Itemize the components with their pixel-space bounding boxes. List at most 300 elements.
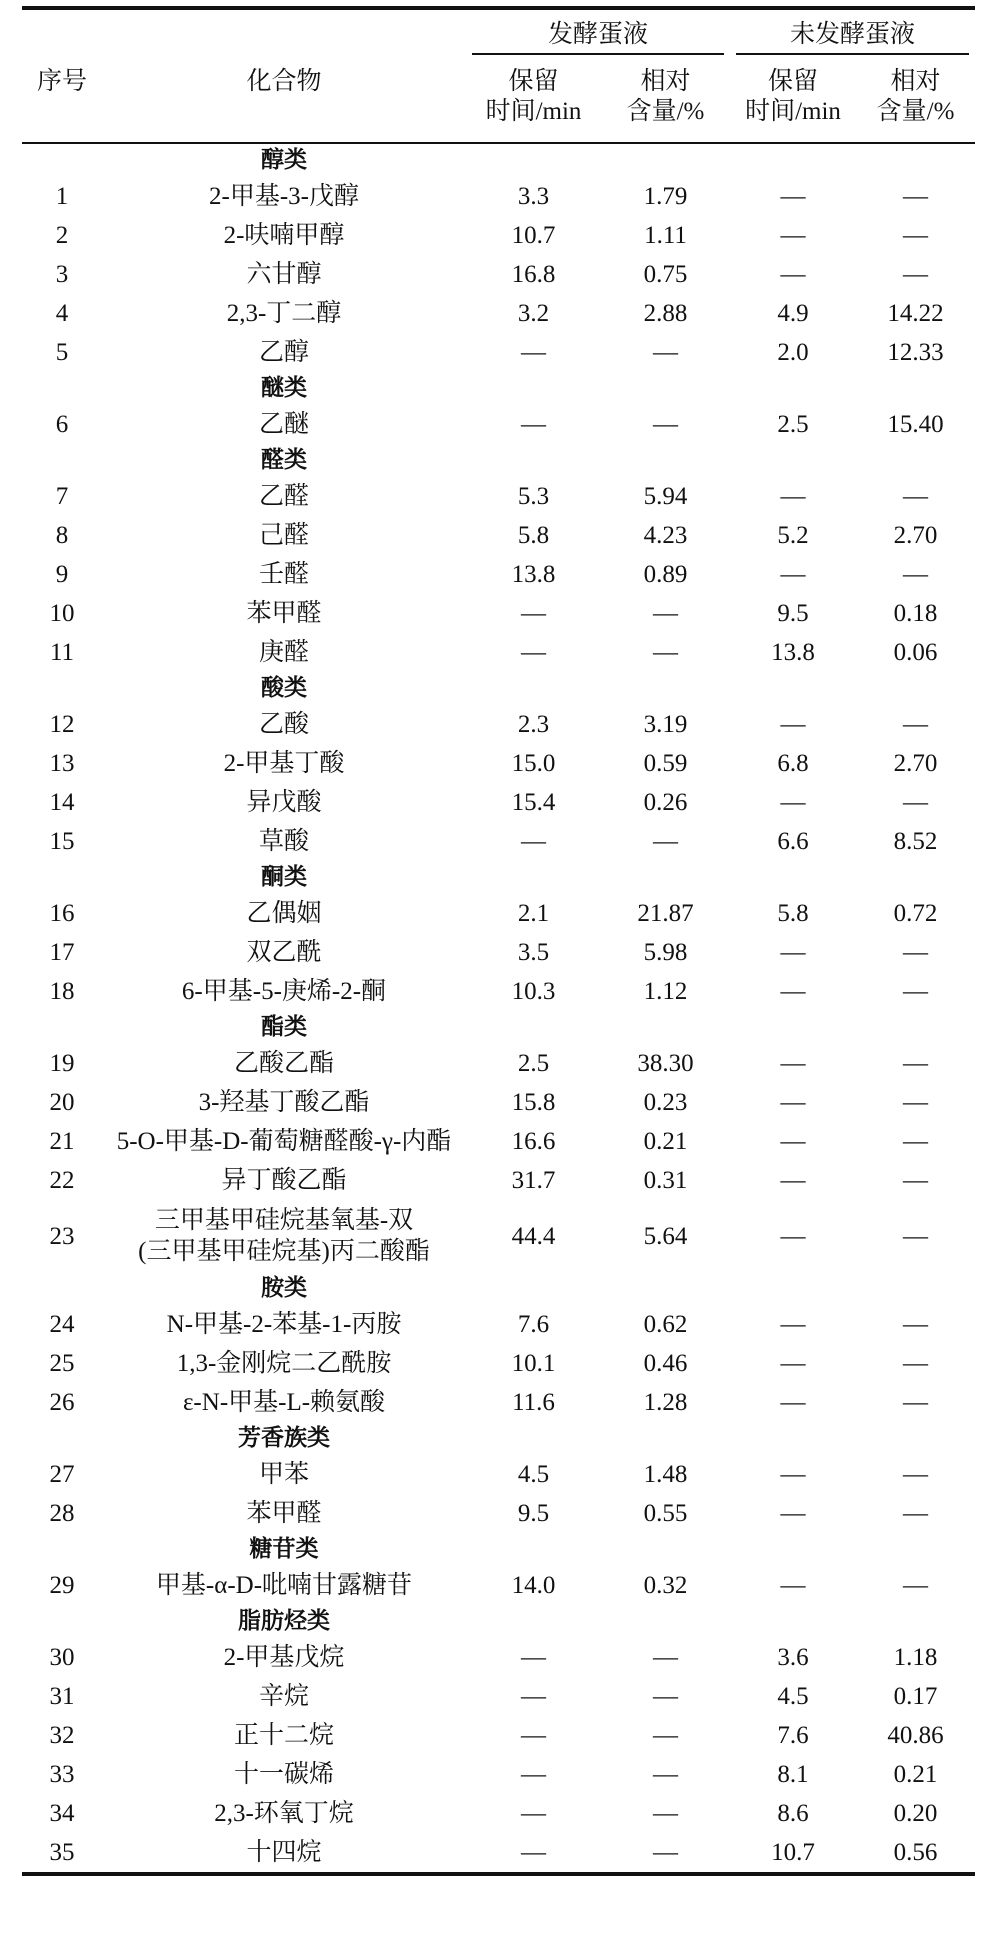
cell-rc-unfermented: 0.56	[856, 1833, 975, 1874]
cell-compound: 3-羟基丁酸乙酯	[198, 1088, 370, 1116]
cell-no: 19	[49, 1050, 75, 1077]
cell-rc-fermented: —	[653, 1761, 678, 1788]
cell-rt-fermented: 15.0	[511, 750, 556, 777]
cell-no: 3	[55, 261, 69, 288]
category-spacer	[466, 1533, 975, 1566]
category-spacer	[466, 444, 975, 477]
cell-rt-unfermented: —	[780, 1167, 806, 1194]
table-row	[22, 822, 975, 861]
cell-compound: 2-甲基丁酸	[223, 749, 345, 777]
cell-rt-fermented: —	[521, 1683, 546, 1710]
cell-rc-unfermented: —	[903, 978, 929, 1005]
cell-no: 10	[49, 600, 75, 627]
cell-rt-fermented: 31.7	[511, 1167, 556, 1194]
cell-compound: 2,3-环氧丁烷	[214, 1799, 354, 1827]
cell-rt-fermented: 3.3	[517, 183, 550, 210]
cell-no: 6	[55, 411, 69, 438]
cell-rc-unfermented: —	[903, 261, 929, 288]
category-row	[22, 861, 975, 894]
category-row	[22, 672, 975, 705]
cell-rt-fermented: 3.5	[517, 939, 550, 966]
header-group-unfermented	[730, 8, 975, 56]
category-spacer	[466, 1011, 975, 1044]
cell-rc-unfermented: 14.22	[887, 300, 944, 327]
cell-no: 4	[55, 300, 69, 327]
category-spacer	[22, 372, 102, 405]
rt-line2: 时间/min	[485, 98, 582, 125]
cell-no: 25	[49, 1350, 75, 1377]
cell-rt-unfermented: —	[780, 1572, 806, 1599]
table-header	[22, 8, 975, 143]
cell-no: 22	[49, 1167, 75, 1194]
cell-rt-unfermented: 5.8	[777, 900, 809, 927]
table-row	[22, 1716, 975, 1755]
rt-line1: 保留	[508, 68, 559, 95]
table-row	[22, 333, 975, 372]
cell-rc-fermented: 0.32	[643, 1572, 688, 1599]
cell-rt-unfermented: 4.9	[777, 300, 809, 327]
cell-compound: 2,3-丁二醇	[226, 299, 342, 327]
cell-rc-unfermented: —	[903, 1500, 929, 1527]
cell-no: 16	[49, 900, 75, 927]
cell-no: 24	[49, 1311, 75, 1338]
category-spacer	[466, 672, 975, 705]
cell-rc-fermented: 0.55	[643, 1500, 688, 1527]
cell-rt-unfermented: —	[780, 1050, 806, 1077]
category-label: 醇类	[261, 147, 307, 173]
cell-no: 1	[55, 183, 69, 210]
cell-rc-fermented: 0.75	[643, 261, 688, 288]
cell-rc-unfermented: —	[903, 711, 929, 738]
table-row	[22, 1677, 975, 1716]
cell-rt-unfermented: 8.6	[777, 1800, 809, 1827]
category-spacer	[22, 672, 102, 705]
table-row	[22, 783, 975, 822]
category-spacer	[22, 143, 102, 177]
cell-rc-fermented: —	[653, 1800, 678, 1827]
category-label: 酮类	[261, 864, 307, 890]
cell-compound: 2-甲基-3-戊醇	[209, 182, 359, 210]
cell-compound: 双乙酰	[246, 938, 322, 966]
cell-rc-fermented: 0.23	[643, 1089, 688, 1116]
cell-rc-unfermented: 0.72	[893, 900, 938, 927]
cell-rt-fermented: —	[466, 1833, 601, 1874]
cell-rc-unfermented: —	[903, 183, 929, 210]
cell-rt-unfermented: 10.7	[730, 1833, 856, 1874]
table-row	[22, 705, 975, 744]
cell-rc-unfermented: 8.52	[893, 828, 938, 855]
cell-no: 28	[49, 1500, 75, 1527]
category-spacer	[466, 143, 975, 177]
cell-rc-unfermented: —	[903, 1572, 929, 1599]
cell-rt-unfermented: —	[780, 711, 806, 738]
cell-rt-fermented: 5.3	[517, 483, 550, 510]
cell-no: 7	[55, 483, 69, 510]
cell-no: 20	[49, 1089, 75, 1116]
cell-rc-fermented: —	[653, 828, 678, 855]
cell-no: 15	[49, 828, 75, 855]
table-row	[22, 1383, 975, 1422]
cell-rc-fermented: —	[653, 339, 678, 366]
cell-rt-unfermented: 8.1	[777, 1761, 809, 1788]
cell-no: 21	[49, 1128, 75, 1155]
table-row	[22, 1494, 975, 1533]
cell-no: 14	[49, 789, 75, 816]
cell-rc-unfermented: —	[903, 1389, 929, 1416]
cell-compound: 5-O-甲基-D-葡萄糖醛酸-γ-内酯	[116, 1127, 452, 1155]
table-row	[22, 894, 975, 933]
cell-rt-fermented: —	[521, 1722, 546, 1749]
cell-rt-fermented: —	[521, 1761, 546, 1788]
cell-compound: ε-N-甲基-L-赖氨酸	[182, 1388, 386, 1416]
cell-compound: 甲基-α-D-吡喃甘露糖苷	[155, 1571, 413, 1599]
cell-rc-unfermented: 0.17	[893, 1683, 938, 1710]
cell-rt-unfermented: —	[780, 1350, 806, 1377]
category-spacer	[22, 1533, 102, 1566]
cell-rt-unfermented: —	[780, 483, 806, 510]
category-label: 糖苷类	[249, 1536, 319, 1562]
cell-no: 31	[49, 1683, 75, 1710]
table-row	[22, 294, 975, 333]
table-body	[22, 143, 975, 1874]
compound-line1: 三甲基甲硅烷基氧基-双	[154, 1206, 414, 1234]
table-row	[22, 594, 975, 633]
cell-rt-unfermented: —	[780, 789, 806, 816]
cell-compound: 辛烷	[258, 1682, 309, 1710]
cell-rt-unfermented: —	[780, 939, 806, 966]
category-spacer	[22, 1422, 102, 1455]
cell-rc-fermented: 1.48	[643, 1461, 688, 1488]
table-row	[22, 1344, 975, 1383]
category-spacer	[22, 1272, 102, 1305]
cell-rt-fermented: 2.5	[517, 1050, 550, 1077]
cell-rt-unfermented: —	[780, 1128, 806, 1155]
cell-compound: 乙醇	[258, 338, 309, 366]
cell-rt-unfermented: —	[780, 1311, 806, 1338]
cell-no: 17	[49, 939, 75, 966]
category-spacer	[22, 861, 102, 894]
cell-rt-fermented: —	[521, 828, 546, 855]
cell-rt-unfermented: —	[780, 261, 806, 288]
cell-rt-fermented: 4.5	[517, 1461, 550, 1488]
cell-no: 9	[55, 561, 69, 588]
cell-rt-fermented: 13.8	[511, 561, 556, 588]
cell-rc-fermented: 5.64	[643, 1222, 688, 1250]
cell-rc-unfermented: —	[903, 1089, 929, 1116]
table-row	[22, 255, 975, 294]
header-rt-unfermented	[730, 56, 856, 143]
rc-line1: 相对	[640, 68, 691, 95]
table-row	[22, 1083, 975, 1122]
cell-rc-unfermented: —	[903, 1222, 929, 1250]
cell-rt-fermented: 14.0	[511, 1572, 556, 1599]
cell-compound: 十四烷	[102, 1833, 466, 1874]
group-fermented-label: 发酵蛋液	[472, 22, 724, 55]
header-no: 序号	[22, 8, 102, 143]
category-row	[22, 1422, 975, 1455]
cell-compound: 2-呋喃甲醇	[223, 221, 345, 249]
category-label: 脂肪烃类	[238, 1608, 330, 1634]
cell-rc-unfermented: 1.18	[893, 1644, 938, 1671]
cell-rt-fermented: 15.8	[511, 1089, 556, 1116]
cell-rt-unfermented: —	[780, 183, 806, 210]
table-row	[22, 1455, 975, 1494]
cell-no: 12	[49, 711, 75, 738]
cell-compound: 2-甲基戊烷	[223, 1643, 345, 1671]
cell-rc-fermented: 0.59	[643, 750, 688, 777]
cell-rt-fermented: 11.6	[512, 1389, 555, 1416]
cell-rc-unfermented: —	[903, 789, 929, 816]
cell-rt-unfermented: 2.5	[777, 411, 809, 438]
cell-rt-fermented: 2.3	[517, 711, 550, 738]
table-row	[22, 1305, 975, 1344]
cell-compound: 乙醚	[258, 410, 309, 438]
cell-compound: 乙醛	[258, 482, 309, 510]
cell-compound: 庚醛	[258, 638, 309, 666]
table-row	[22, 1044, 975, 1083]
cell-compound: 乙偶姻	[246, 899, 322, 927]
cell-no: 26	[49, 1389, 75, 1416]
table-row	[22, 177, 975, 216]
cell-rc-fermented: 1.28	[643, 1389, 688, 1416]
cell-rt-fermented: —	[521, 339, 546, 366]
header-compound: 化合物	[102, 8, 466, 143]
cell-compound: 异戊酸	[246, 788, 322, 816]
cell-rt-unfermented: 5.2	[777, 522, 809, 549]
cell-compound: 甲苯	[258, 1460, 309, 1488]
cell-rc-fermented: 1.12	[643, 978, 688, 1005]
cell-rc-unfermented: —	[903, 561, 929, 588]
table-row	[22, 405, 975, 444]
rc-line2: 含量/%	[876, 98, 955, 125]
category-spacer	[466, 1272, 975, 1305]
cell-rt-fermented: 2.1	[517, 900, 550, 927]
cell-no: 18	[49, 978, 75, 1005]
cell-rc-fermented: 0.46	[643, 1350, 688, 1377]
cell-rc-fermented: 21.87	[637, 900, 694, 927]
cell-rc-unfermented: —	[903, 1311, 929, 1338]
cell-rc-fermented: 0.26	[643, 789, 688, 816]
cell-rc-fermented: —	[653, 639, 678, 666]
cell-rt-unfermented: 6.8	[777, 750, 809, 777]
cell-rt-fermented: 7.6	[517, 1311, 550, 1338]
cell-rt-unfermented: —	[780, 222, 806, 249]
table-row	[22, 1794, 975, 1833]
table-row	[22, 1833, 975, 1874]
cell-rt-unfermented: —	[780, 1089, 806, 1116]
category-spacer	[466, 1605, 975, 1638]
cell-rt-unfermented: 2.0	[777, 339, 809, 366]
cell-rc-unfermented: 12.33	[887, 339, 944, 366]
cell-no: 23	[49, 1222, 75, 1250]
cell-no: 11	[49, 639, 75, 666]
cell-compound: 6-甲基-5-庚烯-2-酮	[181, 977, 387, 1005]
cell-rt-unfermented: —	[780, 1461, 806, 1488]
cell-rc-fermented: 3.19	[643, 711, 688, 738]
category-label: 酯类	[261, 1014, 307, 1040]
header-rt-fermented	[466, 56, 601, 143]
cell-rc-fermented: 0.31	[643, 1167, 688, 1194]
cell-no: 5	[55, 339, 69, 366]
cell-rc-unfermented: 0.20	[893, 1800, 938, 1827]
cell-rt-fermented: 15.4	[511, 789, 556, 816]
cell-rt-fermented: —	[521, 1800, 546, 1827]
cell-compound: 异丁酸乙酯	[221, 1166, 347, 1194]
cell-rc-unfermented: —	[903, 1050, 929, 1077]
cell-compound	[102, 1200, 466, 1272]
cell-rc-fermented: 4.23	[643, 522, 688, 549]
cell-rc-fermented: 1.79	[643, 183, 688, 210]
cell-rt-unfermented: 6.6	[777, 828, 809, 855]
cell-no: 2	[55, 222, 69, 249]
category-row	[22, 1605, 975, 1638]
cell-no: 34	[49, 1800, 75, 1827]
cell-compound: 六甘醇	[246, 260, 322, 288]
category-label: 醛类	[261, 447, 307, 473]
cell-rt-fermented: 5.8	[517, 522, 550, 549]
cell-compound: 草酸	[258, 827, 309, 855]
cell-rt-unfermented: —	[780, 978, 806, 1005]
cell-rc-unfermented: —	[903, 1128, 929, 1155]
cell-rt-unfermented: —	[780, 1389, 806, 1416]
cell-compound: N-甲基-2-苯基-1-丙胺	[166, 1310, 402, 1338]
table-row	[22, 1200, 975, 1272]
category-row	[22, 444, 975, 477]
rc-line1: 相对	[890, 68, 941, 95]
cell-no: 32	[49, 1722, 75, 1749]
cell-rt-fermented: 10.7	[511, 222, 556, 249]
table-row	[22, 1638, 975, 1677]
cell-rc-unfermented: 0.18	[893, 600, 938, 627]
group-unfermented-label: 未发酵蛋液	[736, 22, 969, 55]
cell-rc-fermented: —	[653, 1644, 678, 1671]
cell-compound: 1,3-金刚烷二乙酰胺	[176, 1349, 392, 1377]
cell-rc-unfermented: 15.40	[887, 411, 944, 438]
cell-no: 33	[49, 1761, 75, 1788]
cell-rt-unfermented: —	[780, 1222, 806, 1250]
header-rc-fermented	[601, 56, 730, 143]
cell-compound: 苯甲醛	[246, 599, 322, 627]
category-row	[22, 1272, 975, 1305]
category-spacer	[466, 372, 975, 405]
cell-rc-fermented: 5.98	[643, 939, 688, 966]
cell-rt-fermented: 16.8	[511, 261, 556, 288]
cell-rt-unfermented: 13.8	[771, 639, 815, 666]
cell-rc-unfermented: —	[903, 1350, 929, 1377]
cell-no: 13	[49, 750, 75, 777]
cell-rc-unfermented: —	[903, 222, 929, 249]
cell-rc-unfermented: —	[903, 1167, 929, 1194]
cell-rt-fermented: 3.2	[517, 300, 550, 327]
cell-compound: 十一碳烯	[233, 1760, 334, 1788]
table-row	[22, 1161, 975, 1200]
cell-rc-fermented: —	[653, 1722, 678, 1749]
table-row	[22, 633, 975, 672]
cell-rc-fermented: 38.30	[637, 1050, 694, 1077]
cell-no: 27	[49, 1461, 75, 1488]
table-row	[22, 477, 975, 516]
table-row	[22, 216, 975, 255]
cell-rc-unfermented: 2.70	[893, 522, 938, 549]
cell-rc-fermented: 1.11	[644, 222, 687, 249]
table-row	[22, 972, 975, 1011]
cell-rc-unfermented: 40.86	[887, 1722, 944, 1749]
cell-rt-unfermented: —	[780, 1500, 806, 1527]
category-label: 芳香族类	[238, 1425, 330, 1451]
cell-rt-unfermented: 3.6	[777, 1644, 809, 1671]
compound-line2: (三甲基甲硅烷基)丙二酸酯	[138, 1238, 430, 1265]
rt-line2: 时间/min	[745, 98, 841, 125]
category-row	[22, 372, 975, 405]
cell-rc-fermented: 0.21	[643, 1128, 688, 1155]
cell-rt-unfermented: 7.6	[777, 1722, 809, 1749]
cell-compound: 乙酸乙酯	[233, 1049, 334, 1077]
rc-line2: 含量/%	[626, 98, 705, 125]
category-row	[22, 143, 975, 177]
category-label: 醚类	[261, 375, 307, 401]
category-label: 酸类	[261, 675, 307, 701]
cell-rc-unfermented: 0.21	[893, 1761, 938, 1788]
rt-line1: 保留	[768, 68, 819, 95]
cell-rc-unfermented: 2.70	[893, 750, 938, 777]
cell-rc-fermented: 0.62	[643, 1311, 688, 1338]
cell-rt-fermented: 10.3	[511, 978, 556, 1005]
cell-rt-fermented: —	[521, 639, 546, 666]
category-spacer	[466, 1422, 975, 1455]
cell-no: 8	[55, 522, 69, 549]
cell-rc-fermented: —	[653, 1683, 678, 1710]
cell-rc-unfermented: —	[903, 483, 929, 510]
category-spacer	[466, 861, 975, 894]
cell-rt-unfermented: 4.5	[777, 1683, 809, 1710]
table-row	[22, 1122, 975, 1161]
category-label: 胺类	[261, 1275, 307, 1301]
cell-rc-fermented: 2.88	[643, 300, 688, 327]
category-spacer	[22, 1605, 102, 1638]
cell-rc-fermented: 5.94	[643, 483, 688, 510]
cell-rt-fermented: —	[521, 600, 546, 627]
cell-rt-fermented: —	[521, 411, 546, 438]
cell-rt-fermented: —	[521, 1644, 546, 1671]
cell-rt-unfermented: 9.5	[777, 600, 809, 627]
cell-compound: 壬醛	[258, 560, 309, 588]
cell-no: 30	[49, 1644, 75, 1671]
category-row	[22, 1011, 975, 1044]
header-group-fermented	[466, 8, 730, 56]
cell-rt-fermented: 9.5	[517, 1500, 550, 1527]
cell-rc-unfermented: —	[903, 939, 929, 966]
cell-compound: 乙酸	[258, 710, 309, 738]
cell-rc-fermented: 0.89	[643, 561, 688, 588]
table-row	[22, 1566, 975, 1605]
compound-table	[22, 6, 975, 1876]
category-row	[22, 1533, 975, 1566]
table-row	[22, 1755, 975, 1794]
cell-no: 29	[49, 1572, 75, 1599]
table-row	[22, 933, 975, 972]
header-rc-unfermented	[856, 56, 975, 143]
cell-rc-unfermented: 0.06	[893, 639, 938, 666]
cell-rc-unfermented: —	[903, 1461, 929, 1488]
table-row	[22, 555, 975, 594]
cell-rc-fermented: —	[653, 600, 678, 627]
cell-rt-fermented: 44.4	[511, 1222, 556, 1250]
cell-no: 35	[22, 1833, 102, 1874]
cell-rc-fermented: —	[653, 411, 678, 438]
table-row	[22, 744, 975, 783]
cell-compound: 正十二烷	[233, 1721, 334, 1749]
cell-rt-fermented: 16.6	[511, 1128, 556, 1155]
